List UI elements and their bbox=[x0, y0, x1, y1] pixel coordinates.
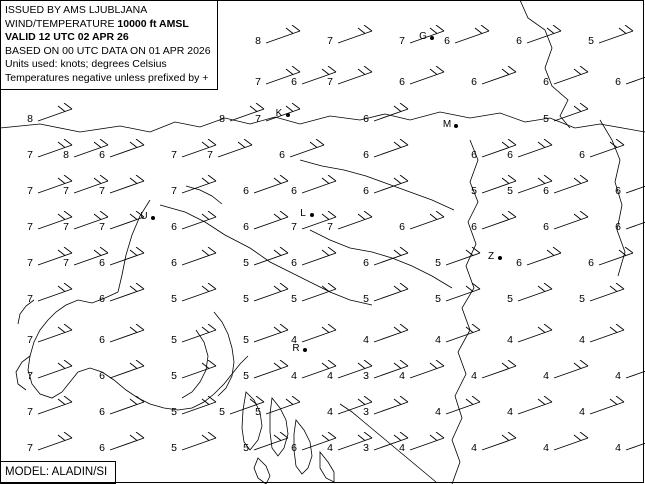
station-temperature: 6 bbox=[99, 441, 105, 454]
station-temperature: 7 bbox=[27, 369, 33, 382]
station-temperature: 7 bbox=[63, 256, 69, 269]
station-temperature: 6 bbox=[615, 75, 621, 88]
station-temperature: 5 bbox=[435, 256, 441, 269]
station-temperature: 4 bbox=[579, 405, 585, 418]
station-temperature: 6 bbox=[291, 184, 297, 197]
station-temperature: 5 bbox=[255, 405, 261, 418]
station-temperature: 5 bbox=[243, 333, 249, 346]
station-temperature: 5 bbox=[543, 112, 549, 125]
station-temperature: 7 bbox=[99, 220, 105, 233]
station-temperature: 6 bbox=[399, 220, 405, 233]
city-dot bbox=[498, 256, 502, 260]
legend-product-level: 10000 ft AMSL bbox=[117, 17, 189, 30]
station-temperature: 5 bbox=[507, 184, 513, 197]
city-label: K bbox=[275, 108, 283, 119]
legend-box bbox=[0, 0, 218, 90]
station-temperature: 7 bbox=[27, 292, 33, 305]
station-temperature: 4 bbox=[363, 333, 369, 346]
station-temperature: 7 bbox=[27, 184, 33, 197]
station-temperature: 6 bbox=[543, 184, 549, 197]
station-temperature: 5 bbox=[291, 292, 297, 305]
model-box bbox=[0, 461, 116, 484]
station-temperature: 5 bbox=[471, 184, 477, 197]
station-temperature: 6 bbox=[291, 441, 297, 454]
station-temperature: 4 bbox=[327, 441, 333, 454]
station-temperature: 4 bbox=[543, 441, 549, 454]
station-temperature: 7 bbox=[255, 112, 261, 125]
city-dot bbox=[286, 113, 290, 117]
station-temperature: 7 bbox=[27, 333, 33, 346]
station-temperature: 7 bbox=[327, 220, 333, 233]
city-label: R bbox=[292, 343, 300, 354]
station-temperature: 6 bbox=[516, 256, 522, 269]
station-temperature: 6 bbox=[588, 256, 594, 269]
station-temperature: 5 bbox=[171, 441, 177, 454]
station-temperature: 5 bbox=[243, 441, 249, 454]
station-temperature: 6 bbox=[399, 75, 405, 88]
station-temperature: 7 bbox=[255, 75, 261, 88]
legend-line-negative: Temperatures negative unless prefixed by + bbox=[5, 71, 209, 84]
station-temperature: 6 bbox=[171, 256, 177, 269]
station-temperature: 6 bbox=[543, 75, 549, 88]
station-temperature: 7 bbox=[63, 184, 69, 197]
station-temperature: 6 bbox=[543, 220, 549, 233]
station-temperature: 7 bbox=[27, 441, 33, 454]
station-temperature: 6 bbox=[243, 220, 249, 233]
station-temperature: 4 bbox=[471, 369, 477, 382]
station-temperature: 6 bbox=[363, 256, 369, 269]
station-temperature: 3 bbox=[363, 405, 369, 418]
station-temperature: 7 bbox=[171, 148, 177, 161]
station-temperature: 6 bbox=[471, 75, 477, 88]
model-label: MODEL: ALADIN/SI bbox=[5, 466, 108, 478]
station-temperature: 4 bbox=[471, 441, 477, 454]
legend-line-product bbox=[5, 18, 211, 32]
station-temperature: 7 bbox=[27, 405, 33, 418]
station-temperature: 3 bbox=[363, 369, 369, 382]
station-temperature: 4 bbox=[327, 369, 333, 382]
station-temperature: 5 bbox=[243, 369, 249, 382]
station-temperature: 5 bbox=[507, 292, 513, 305]
station-temperature: 6 bbox=[99, 405, 105, 418]
station-temperature: 6 bbox=[471, 148, 477, 161]
station-temperature: 6 bbox=[243, 184, 249, 197]
station-temperature: 4 bbox=[327, 405, 333, 418]
legend-line-valid: VALID 12 UTC 02 APR 26 bbox=[5, 31, 129, 43]
station-temperature: 6 bbox=[615, 184, 621, 197]
station-temperature: 4 bbox=[399, 369, 405, 382]
legend-line-issued: ISSUED BY AMS LJUBLJANA bbox=[5, 4, 148, 16]
station-temperature: 3 bbox=[363, 441, 369, 454]
station-temperature: 7 bbox=[99, 184, 105, 197]
city-label: U bbox=[140, 211, 148, 222]
station-temperature: 7 bbox=[327, 75, 333, 88]
station-temperature: 4 bbox=[291, 333, 297, 346]
station-temperature: 5 bbox=[588, 34, 594, 47]
city-label: G bbox=[419, 31, 427, 42]
city-label: L bbox=[300, 208, 306, 219]
station-temperature: 5 bbox=[171, 333, 177, 346]
station-temperature: 6 bbox=[363, 112, 369, 125]
station-temperature: 5 bbox=[171, 292, 177, 305]
station-temperature: 4 bbox=[435, 333, 441, 346]
station-temperature: 6 bbox=[171, 220, 177, 233]
station-temperature: 4 bbox=[507, 333, 513, 346]
station-temperature: 6 bbox=[99, 333, 105, 346]
station-temperature: 6 bbox=[363, 148, 369, 161]
station-temperature: 5 bbox=[363, 292, 369, 305]
station-temperature: 4 bbox=[507, 405, 513, 418]
station-temperature: 4 bbox=[615, 369, 621, 382]
station-temperature: 4 bbox=[615, 441, 621, 454]
station-temperature: 8 bbox=[27, 112, 33, 125]
legend-line-basedon: BASED ON 00 UTC DATA ON 01 APR 2026 bbox=[5, 44, 211, 57]
station-temperature: 6 bbox=[279, 148, 285, 161]
station-temperature: 7 bbox=[207, 148, 213, 161]
station-temperature: 6 bbox=[444, 34, 450, 47]
station-temperature: 6 bbox=[579, 148, 585, 161]
station-temperature: 4 bbox=[291, 369, 297, 382]
station-temperature: 7 bbox=[327, 34, 333, 47]
station-temperature: 7 bbox=[27, 148, 33, 161]
station-temperature: 7 bbox=[399, 34, 405, 47]
city-dot bbox=[310, 213, 314, 217]
station-temperature: 6 bbox=[615, 220, 621, 233]
station-temperature: 8 bbox=[219, 112, 225, 125]
station-temperature: 7 bbox=[63, 220, 69, 233]
station-temperature: 4 bbox=[435, 405, 441, 418]
station-temperature: 6 bbox=[507, 148, 513, 161]
station-temperature: 4 bbox=[543, 369, 549, 382]
city-label: Z bbox=[487, 251, 495, 262]
station-temperature: 6 bbox=[99, 256, 105, 269]
city-dot bbox=[303, 348, 307, 352]
station-temperature: 6 bbox=[471, 220, 477, 233]
station-temperature: 6 bbox=[99, 148, 105, 161]
city-dot bbox=[454, 124, 458, 128]
legend-line-units: Units used: knots; degrees Celsius bbox=[5, 58, 167, 70]
station-temperature: 6 bbox=[99, 369, 105, 382]
station-temperature: 4 bbox=[399, 441, 405, 454]
station-temperature: 7 bbox=[27, 220, 33, 233]
station-temperature: 5 bbox=[243, 256, 249, 269]
station-temperature: 4 bbox=[579, 333, 585, 346]
station-temperature: 6 bbox=[516, 34, 522, 47]
station-temperature: 7 bbox=[171, 184, 177, 197]
station-temperature: 6 bbox=[291, 75, 297, 88]
station-temperature: 8 bbox=[255, 34, 261, 47]
station-temperature: 7 bbox=[27, 256, 33, 269]
station-temperature: 5 bbox=[579, 292, 585, 305]
station-temperature: 5 bbox=[219, 405, 225, 418]
city-label: M bbox=[442, 119, 452, 130]
station-temperature: 6 bbox=[363, 184, 369, 197]
legend-product-label: WIND/TEMPERATURE bbox=[5, 17, 118, 30]
station-temperature: 6 bbox=[291, 256, 297, 269]
station-temperature: 5 bbox=[171, 369, 177, 382]
city-dot bbox=[430, 36, 434, 40]
station-temperature: 8 bbox=[63, 148, 69, 161]
station-temperature: 7 bbox=[291, 220, 297, 233]
station-temperature: 5 bbox=[435, 292, 441, 305]
station-temperature: 5 bbox=[243, 292, 249, 305]
station-temperature: 6 bbox=[99, 292, 105, 305]
city-dot bbox=[151, 216, 155, 220]
station-temperature: 5 bbox=[171, 405, 177, 418]
